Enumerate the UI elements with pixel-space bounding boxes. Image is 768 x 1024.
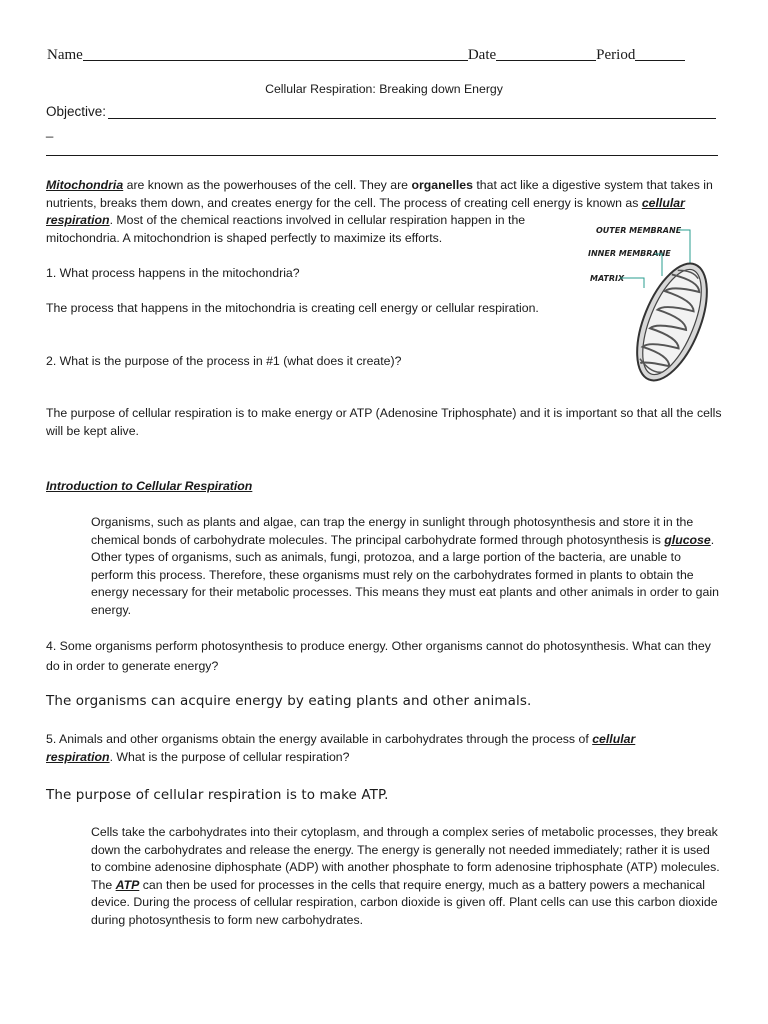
objective-line-2[interactable] [46, 155, 718, 156]
date-blank[interactable] [496, 45, 596, 61]
header-fields [47, 45, 685, 65]
term-cellular: cellular [641, 195, 685, 210]
q2-question: 2. What is the purpose of the process in #1 (what does it create)? [46, 354, 402, 368]
term-mitochondria: Mitochondria [46, 178, 124, 192]
name-label: Name [47, 47, 83, 63]
term-respiration: respiration [46, 213, 110, 227]
objective-dash: _ [46, 123, 54, 138]
term-glucose: glucose [664, 532, 711, 547]
objective-line-1[interactable] [108, 118, 716, 119]
q5-answer[interactable]: The purpose of cellular respiration is to make ATP. [46, 787, 389, 803]
atp-paragraph: Cells take the carbohydrates into their cytoplasm, and through a complex series of metabolic processes, they break down the carbohydrates and release the energy. The energy is generally not needed immediately; rather it is used to combine adenosine diphosphate (ADP) with another phosphate to form adenosine triphosphate (ATP) molecules. The ATP can then be used for processes in the cells that require energy, much as a battery powers a mechanical device. During the process of cellular respiration, carbon dioxide is given off. Plant cells can use this carbon dioxide during photosynthesis to form new carbohydrates. [91, 825, 720, 927]
inner-membrane-label: INNER MEMBRANE [588, 249, 671, 258]
intro-section-paragraph: Organisms, such as plants and algae, can trap the energy in sunlight through photosynthesis and store it in the chemical bonds of carbohydrate molecules. The principal carbohydrate formed through photosynthesis is glucose. Other types of organisms, such as animals, fungi, protozoa, and a large portion of the bacteria, are unable to perform this process. Therefore, these organisms must rely on the carbohydrates formed in plants to obtain the energy necessary for their metabolic processes. This means they must eat plants and other animals in order to gain energy. [91, 515, 719, 617]
section-heading: Introduction to Cellular Respiration [46, 479, 253, 493]
q4-question: 4. Some organisms perform photosynthesis to produce energy. Other organisms cannot do photosynthesis. What can they do in order to generate energy? [46, 639, 711, 673]
mitochondrion-diagram [580, 218, 710, 388]
term-cellular-2: cellular [592, 732, 636, 746]
q2-answer[interactable]: The purpose of cellular respiration is to make energy or ATP (Adenosine Triphosphate) and it is important so that all the cells will be kept alive. [46, 406, 722, 438]
outer-membrane-pointer [678, 230, 690, 264]
name-blank[interactable] [83, 45, 468, 61]
intro-paragraph-cont: respiration. Most of the chemical reactions involved in cellular respiration happen in the mitochondria. A mitochondrion is shaped perfectly to maximize its efforts. [46, 213, 526, 245]
q1-question: 1. What process happens in the mitochondria? [46, 266, 300, 280]
term-respiration-2: respiration [46, 749, 110, 764]
term-atp: ATP [115, 877, 140, 892]
objective-label: Objective: [46, 104, 107, 119]
mitochondrion-shape [623, 254, 710, 388]
date-label: Date [467, 47, 497, 63]
term-organelles: organelles [411, 178, 473, 192]
page-title: Cellular Respiration: Breaking down Energy [265, 82, 503, 96]
period-blank[interactable] [635, 45, 685, 61]
q5-question: 5. Animals and other organisms obtain the energy available in carbohydrates through the process of cellular respiration. What is the purpose of cellular respiration? [46, 732, 636, 764]
outer-membrane-label: OUTER MEMBRANE [596, 226, 682, 235]
q1-answer[interactable]: The process that happens in the mitochondria is creating cell energy or cellular respiration. [46, 301, 539, 315]
period-label: Period [596, 47, 636, 63]
matrix-label: MATRIX [590, 274, 625, 283]
intro-paragraph: Mitochondria are known as the powerhouses of the cell. They are organelles that act like a digestive system that takes in nutrients, breaks them down, and creates energy for the cell. The process of creating cell energy is known as cellular [46, 178, 713, 210]
q4-answer[interactable]: The organisms can acquire energy by eating plants and other animals. [46, 693, 532, 709]
